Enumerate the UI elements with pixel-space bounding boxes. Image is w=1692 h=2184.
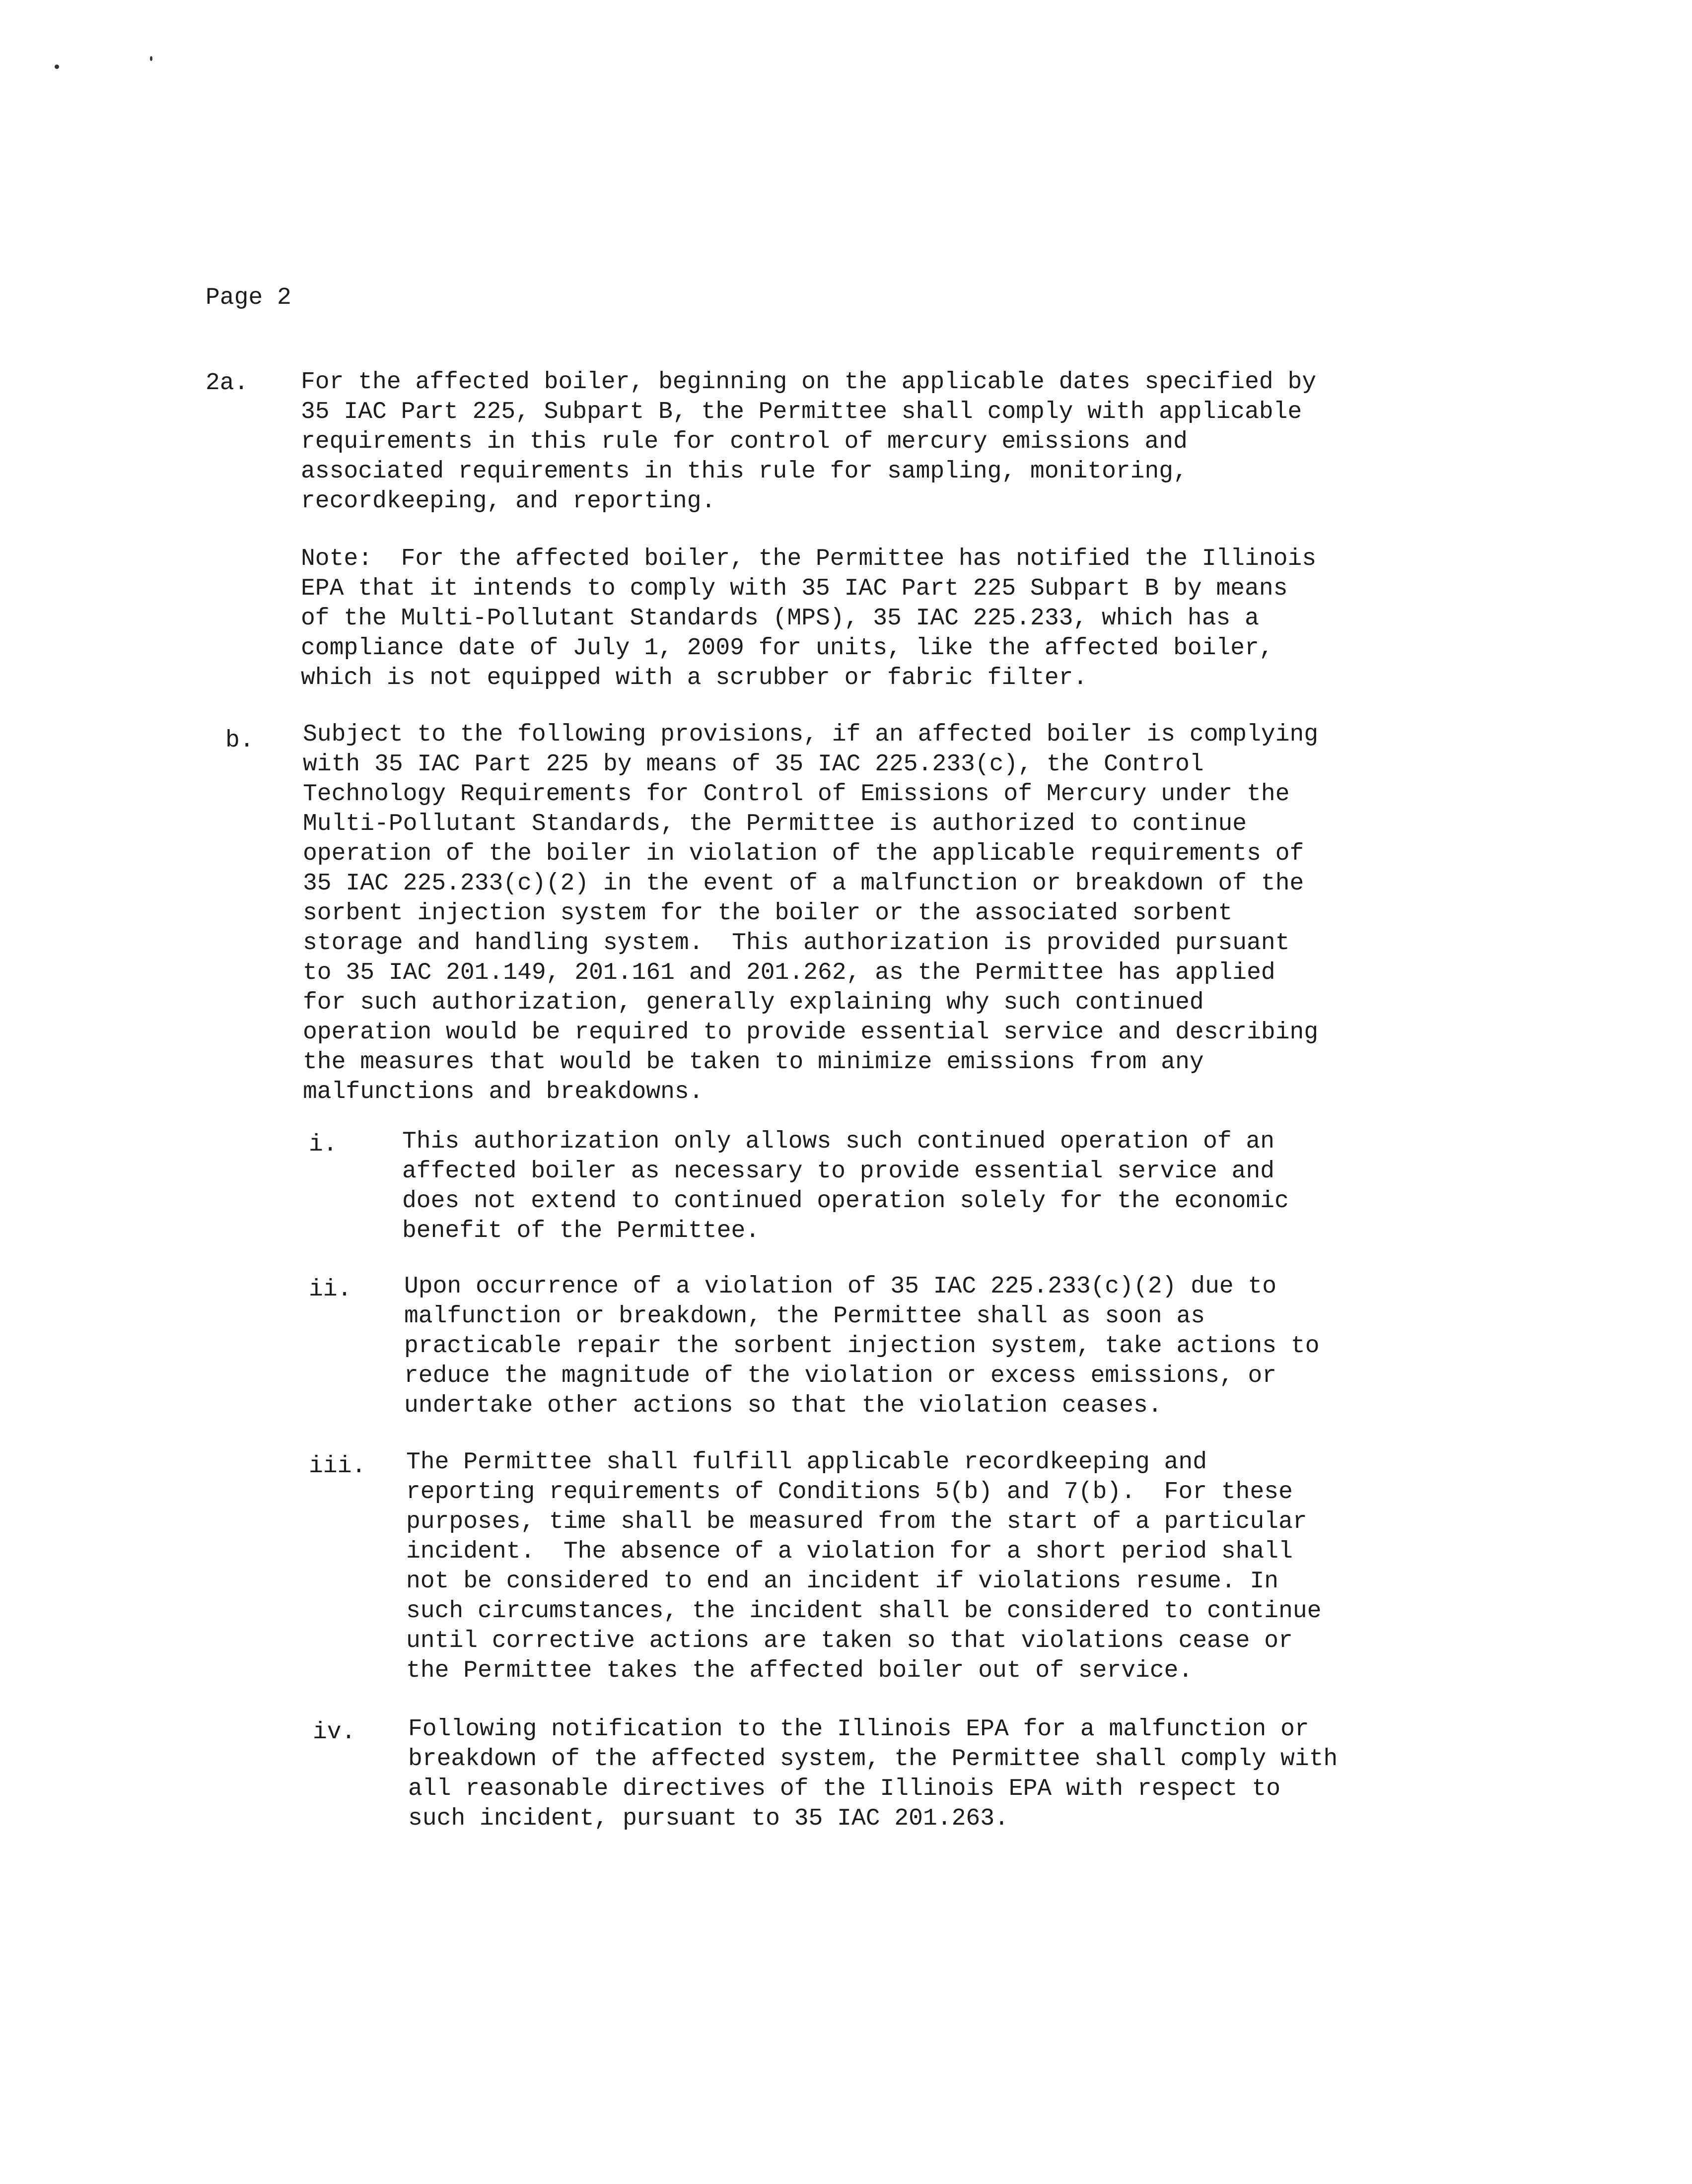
section-b-line: storage and handling system. This authorization is provided pursuant bbox=[303, 930, 1290, 956]
section-b-line: Subject to the following provisions, if an affected boiler is complying bbox=[303, 721, 1319, 748]
section-b-label: b. bbox=[225, 727, 254, 754]
item-iii-line: incident. The absence of a violation for a short period shall bbox=[406, 1538, 1293, 1565]
item-iii-line: not be considered to end an incident if violations resume. In bbox=[406, 1568, 1279, 1595]
item-iii-label: iii. bbox=[309, 1453, 366, 1480]
item-iii-line: reporting requirements of Conditions 5(b) and 7(b). For these bbox=[406, 1479, 1293, 1505]
section-b-line: sorbent injection system for the boiler or the associated sorbent bbox=[303, 900, 1233, 927]
item-ii-line: malfunction or breakdown, the Permittee shall as soon as bbox=[404, 1303, 1205, 1330]
note-line: EPA that it intends to comply with 35 IAC Part 225 Subpart B by means bbox=[301, 575, 1288, 602]
item-i-line: This authorization only allows such continued operation of an bbox=[402, 1128, 1275, 1155]
section-b-line: with 35 IAC Part 225 by means of 35 IAC 225.233(c), the Control bbox=[303, 751, 1204, 778]
item-i-text bbox=[402, 1127, 1289, 1246]
section-b-line: operation of the boiler in violation of the applicable requirements of bbox=[303, 840, 1304, 867]
section-2a-line: For the affected boiler, beginning on the applicable dates specified by bbox=[301, 369, 1317, 396]
item-iii-line: the Permittee takes the affected boiler out of service. bbox=[406, 1657, 1193, 1684]
item-ii-line: undertake other actions so that the violation ceases. bbox=[404, 1392, 1162, 1419]
item-i-line: benefit of the Permittee. bbox=[402, 1218, 760, 1244]
section-b-line: 35 IAC 225.233(c)(2) in the event of a malfunction or breakdown of the bbox=[303, 870, 1304, 897]
item-iv-line: such incident, pursuant to 35 IAC 201.263. bbox=[408, 1805, 1009, 1832]
item-iv-line: Following notification to the Illinois EPA for a malfunction or bbox=[408, 1716, 1309, 1743]
note-line: of the Multi-Pollutant Standards (MPS), 35 IAC 225.233, which has a bbox=[301, 605, 1259, 632]
section-2a-label: 2a. bbox=[206, 370, 249, 397]
scan-speck bbox=[55, 65, 59, 69]
item-i-label: i. bbox=[309, 1131, 338, 1158]
item-iv-line: all reasonable directives of the Illinois EPA with respect to bbox=[408, 1775, 1281, 1802]
section-2a-line: associated requirements in this rule for sampling, monitoring, bbox=[301, 458, 1188, 485]
section-b-line: the measures that would be taken to minimize emissions from any bbox=[303, 1049, 1204, 1076]
item-iii-text bbox=[406, 1447, 1322, 1686]
item-ii-text bbox=[404, 1272, 1320, 1421]
section-2a-text bbox=[301, 367, 1316, 516]
item-iii-line: until corrective actions are taken so that violations cease or bbox=[406, 1628, 1293, 1654]
item-iv-label: iv. bbox=[313, 1719, 356, 1746]
section-b-line: malfunctions and breakdowns. bbox=[303, 1079, 704, 1105]
note-line: Note: For the affected boiler, the Permittee has notified the Illinois bbox=[301, 546, 1317, 572]
section-2a-line: recordkeeping, and reporting. bbox=[301, 488, 716, 515]
note-text bbox=[301, 544, 1316, 693]
item-iv-text bbox=[408, 1714, 1338, 1834]
section-b-line: for such authorization, generally explaining why such continued bbox=[303, 989, 1204, 1016]
item-iii-line: such circumstances, the incident shall be considered to continue bbox=[406, 1598, 1322, 1625]
item-iv-line: breakdown of the affected system, the Permittee shall comply with bbox=[408, 1746, 1338, 1773]
item-i-line: affected boiler as necessary to provide essential service and bbox=[402, 1158, 1275, 1185]
section-b-line: to 35 IAC 201.149, 201.161 and 201.262, as the Permittee has applied bbox=[303, 959, 1275, 986]
section-2a-line: requirements in this rule for control of mercury emissions and bbox=[301, 428, 1188, 455]
section-b-line: Multi-Pollutant Standards, the Permittee is authorized to continue bbox=[303, 811, 1247, 837]
section-b-line: Technology Requirements for Control of Emissions of Mercury under the bbox=[303, 781, 1290, 808]
item-ii-line: Upon occurrence of a violation of 35 IAC 225.233(c)(2) due to bbox=[404, 1273, 1277, 1300]
section-b-text bbox=[303, 720, 1318, 1107]
note-line: compliance date of July 1, 2009 for units, like the affected boiler, bbox=[301, 635, 1273, 662]
page-number: Page 2 bbox=[206, 284, 291, 311]
scan-speck bbox=[150, 56, 152, 61]
item-i-line: does not extend to continued operation solely for the economic bbox=[402, 1188, 1289, 1215]
note-line: which is not equipped with a scrubber or fabric filter. bbox=[301, 665, 1088, 691]
item-ii-line: reduce the magnitude of the violation or excess emissions, or bbox=[404, 1363, 1277, 1389]
section-b-line: operation would be required to provide essential service and describing bbox=[303, 1019, 1319, 1046]
item-iii-line: The Permittee shall fulfill applicable recordkeeping and bbox=[406, 1449, 1207, 1476]
item-ii-label: ii. bbox=[309, 1276, 352, 1303]
item-ii-line: practicable repair the sorbent injection system, take actions to bbox=[404, 1333, 1320, 1360]
section-2a-line: 35 IAC Part 225, Subpart B, the Permittee shall comply with applicable bbox=[301, 399, 1302, 425]
item-iii-line: purposes, time shall be measured from the start of a particular bbox=[406, 1508, 1307, 1535]
